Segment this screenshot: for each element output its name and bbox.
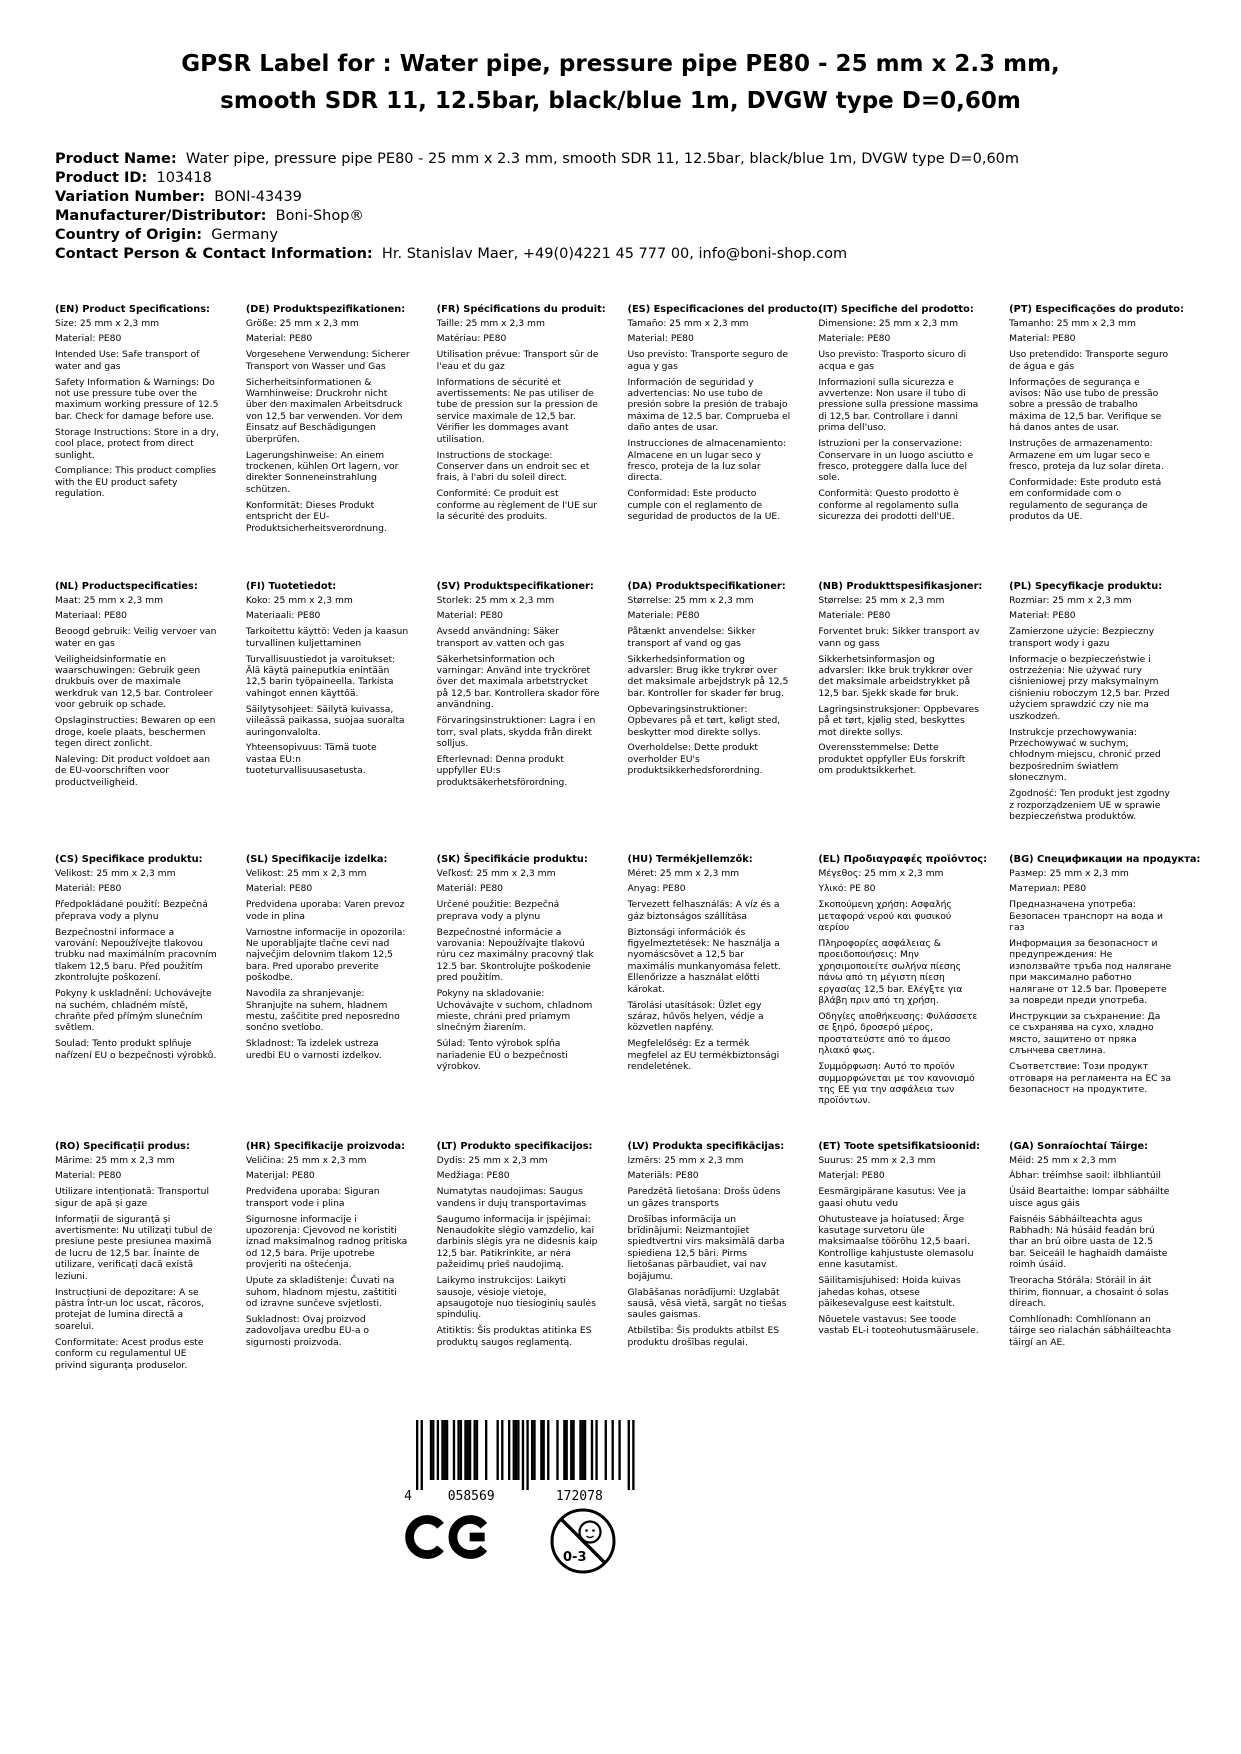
spec-paragraph: Uso pretendido: Transporte seguro de água e gás xyxy=(1009,349,1169,372)
lang-block-heading: (SK) Špecifikácie produktu: xyxy=(436,854,588,865)
barcode-bar xyxy=(460,1420,462,1480)
spec-paragraph: Izmērs: 25 mm x 2,3 mm xyxy=(627,1154,744,1166)
spec-paragraph: Koko: 25 mm x 2,3 mm xyxy=(245,594,353,606)
barcode-bar xyxy=(547,1420,549,1480)
spec-paragraph: Opslaginstructies: Bewaren op een droge, koele plaats, beschermen tegen direct zonlicht. xyxy=(55,715,216,749)
barcode-bar xyxy=(432,1420,434,1480)
spec-paragraph: Predviđena uporaba: Siguran transport vode i plina xyxy=(245,1186,380,1209)
lang-block-heading: (CS) Specifikace produktu: xyxy=(55,854,203,865)
spec-paragraph: Lagringsinstruksjoner: Oppbevares på et tørt, kjølig sted, beskyttes mot direkte sollys. xyxy=(818,703,979,738)
lang-block-en xyxy=(55,304,227,581)
spec-paragraph: Sicherheitsinformationen & Warnhinweise: Druckrohr nicht über den maximalen Arbeitsdruck von 12,5 bar verwenden. Vor dem Einsatz auf Beschädigungen überprüfen. xyxy=(245,376,403,445)
lang-block-es xyxy=(627,304,822,581)
product-info-label: Manufacturer/Distributor: xyxy=(55,208,267,224)
spec-paragraph: Konformität: Dieses Produkt entspricht der EU-Produktsicherheitsverordnung. xyxy=(245,499,387,534)
spec-paragraph: Material: PE80 xyxy=(436,610,504,622)
spec-paragraph: Anyag: PE80 xyxy=(627,883,686,895)
spec-paragraph: Drošības informācija un brīdinājumi: Neizmantojiet spiedtvertni virs maksimālā darba spiediena 12,5 bāri. Pirms lietošanas pārbaudiet, vai nav bojājumu. xyxy=(627,1213,785,1282)
barcode-bar xyxy=(570,1420,572,1480)
barcode-bar xyxy=(453,1420,455,1480)
product-info-value: Hr. Stanislav Maer, +49(0)4221 45 777 00, info@boni-shop.com xyxy=(372,246,848,262)
spec-paragraph: Zamierzone użycie: Bezpieczny transport wody i gazu xyxy=(1009,626,1155,649)
spec-paragraph: Soulad: Tento produkt splňuje nařízení EU o bezpečnosti výrobků. xyxy=(55,1038,217,1061)
spec-paragraph: Pokyny k uskladnění: Uchovávejte na suchém, chladném místě, chraňte před přímým slunečním světlem. xyxy=(55,988,212,1034)
spec-paragraph: Инструкции за съхранение: Да се съхранява на сухо, хладно място, защитено от пряка слънчева светлина. xyxy=(1009,1010,1161,1057)
lang-block-heading: (EL) Προδιαγραφές προϊόντος: xyxy=(818,854,988,865)
spec-paragraph: Πληροφορίες ασφάλειας & προειδοποιήσεις: Μην χρησιμοποιείτε σωλήνα πίεσης πάνω από τη μέγιστη πίεση εργασίας 12,5 bar. Ελέγξτε για βλάβη πριν από τη χρήση. xyxy=(818,938,963,1007)
spec-paragraph: Forventet bruk: Sikker transport av vann og gass xyxy=(818,626,980,649)
barcode-bar xyxy=(497,1420,499,1480)
barcode-bar xyxy=(513,1420,515,1480)
product-info-row xyxy=(55,150,1241,169)
lang-block-sv xyxy=(437,581,609,854)
spec-paragraph: Sigurnosne informacije i upozorenja: Cjevovod ne koristiti iznad maksimalnog radnog pritiska od 12,5 bara. Prije upotrebe provjeriti na oštećenja. xyxy=(245,1213,408,1271)
spec-paragraph: Medžiaga: PE80 xyxy=(436,1170,510,1182)
spec-paragraph: Materiál: PE80 xyxy=(436,883,504,895)
lang-block-heading: (NB) Produkttspesifikasjoner: xyxy=(818,581,983,592)
spec-paragraph: Efterlevnad: Denna produkt uppfyller EU:s produktsäkerhetsförordning. xyxy=(436,753,568,788)
spec-paragraph: Navodila za shranjevanje: Shranjujte na suhem, hladnem mestu, zaščitite pred neposredno sončno svetlobo. xyxy=(245,988,400,1034)
spec-paragraph: Laikymo instrukcijos: Laikyti sausoje, vėsioje vietoje, apsaugotoje nuo tiesioginių saulės spindulių. xyxy=(436,1275,596,1321)
lang-block-heading: (GA) Sonraíochtaí Táirge: xyxy=(1009,1141,1149,1152)
spec-paragraph: Materiaal: PE80 xyxy=(55,610,128,622)
lang-block-el xyxy=(818,854,990,1141)
spec-paragraph: Material: PE80 xyxy=(627,333,694,345)
spec-paragraph: Storlek: 25 mm x 2,3 mm xyxy=(436,594,555,606)
barcode-bar xyxy=(582,1420,584,1480)
spec-paragraph: Comhlíonadh: Comhlíonann an táirge seo rialachán sábháilteachta táirgí an AE. xyxy=(1009,1313,1172,1348)
barcode-bar xyxy=(526,1420,528,1490)
lang-block-heading: (RO) Specificații produs: xyxy=(55,1141,190,1152)
spec-paragraph: Velikost: 25 mm x 2,3 mm xyxy=(55,867,176,879)
spec-paragraph: Informacje o bezpieczeństwie i ostrzeżenia: Nie używać rury ciśnieniowej przy maksymalnym ciśnieniu roboczym 12,5 bar. Przed użyciem sprawdzić czy nie ma uszkodzeń. xyxy=(1009,653,1170,722)
lang-block-bg xyxy=(1009,854,1201,1141)
spec-paragraph: Ábhar: tréimhse saoil: ilbhliantúil xyxy=(1009,1170,1161,1182)
spec-paragraph: Dimensione: 25 mm x 2,3 mm xyxy=(818,317,959,329)
spec-paragraph: Istruzioni per la conservazione: Conservare in un luogo asciutto e fresco, proteggere dalla luce del sole. xyxy=(818,438,974,484)
spec-paragraph: Σκοπούμενη χρήση: Ασφαλής μεταφορά νερού και φυσικού αερίου xyxy=(818,899,952,934)
lang-block-heading: (LV) Produkta specifikācijas: xyxy=(627,1141,785,1152)
barcode-digits: 172078 xyxy=(555,1489,603,1504)
spec-paragraph: Instruções de armazenamento: Armazene em um lugar seco e fresco, proteja da luz solar direta. xyxy=(1009,438,1164,472)
lang-block-it xyxy=(818,304,990,581)
lang-block-heading: (NL) Productspecificaties: xyxy=(55,581,198,592)
spec-paragraph: Säilytysohjeet: Säilytä kuivassa, viileässä paikassa, suojaa suoralta auringonvalolta. xyxy=(245,703,405,738)
lang-block-heading: (PL) Specyfikacje produktu: xyxy=(1009,581,1163,592)
spec-paragraph: Méid: 25 mm x 2,3 mm xyxy=(1009,1154,1117,1166)
spec-paragraph: Предназначена употреба: Безопасен транспорт на вода и газ xyxy=(1009,899,1163,934)
barcode-digits: 4 xyxy=(404,1489,412,1504)
spec-paragraph: Μέγεθος: 25 mm x 2,3 mm xyxy=(818,867,944,879)
spec-paragraph: Materiał: PE80 xyxy=(1009,610,1076,622)
spec-paragraph: Material: PE80 xyxy=(245,883,313,895)
spec-paragraph: Размер: 25 mm x 2,3 mm xyxy=(1009,867,1129,879)
spec-paragraph: Utilisation prévue: Transport sûr de l'eau et du gaz xyxy=(436,349,599,372)
barcode-bar xyxy=(579,1420,581,1480)
barcode-bar xyxy=(421,1420,423,1490)
spec-paragraph: Predvidena uporaba: Varen prevoz vode in plina xyxy=(245,899,405,922)
lang-block-heading: (FR) Spécifications du produit: xyxy=(436,304,606,315)
spec-paragraph: Materjal: PE80 xyxy=(818,1170,885,1182)
lang-block-da xyxy=(627,581,799,854)
spec-paragraph: Mărime: 25 mm x 2,3 mm xyxy=(55,1154,175,1166)
spec-paragraph: Påtænkt anvendelse: Sikker transport af vand og gas xyxy=(627,626,756,649)
lang-block-ro xyxy=(55,1141,227,1375)
spec-paragraph: Tarkoitettu käyttö: Veden ja kaasun turvallinen kuljettaminen xyxy=(245,626,409,649)
barcode-bar xyxy=(517,1420,519,1480)
spec-paragraph: Bezpečnostné informácie a varovania: Nepoužívajte tlakovú rúru cez maximálny pracovný tlak 12.5 bar. Skontrolujte poškodenie pred použitím. xyxy=(436,926,594,984)
barcode-bar xyxy=(464,1420,466,1480)
barcode-bar xyxy=(467,1420,469,1480)
spec-paragraph: Glabāšanas norādījumi: Uzglabāt sausā, vēsā vietā, sargāt no tiešas saules gaismas. xyxy=(627,1286,787,1321)
lang-block-hr xyxy=(246,1141,418,1375)
spec-paragraph: Utilizare intenționată: Transportul sigur de apă și gaze xyxy=(55,1186,210,1209)
spec-paragraph: Veľkosť: 25 mm x 2,3 mm xyxy=(436,867,556,879)
barcode-bar xyxy=(441,1420,443,1480)
spec-paragraph: Conformidad: Este producto cumple con el reglamento de seguridad de productos de la UE. xyxy=(627,488,781,523)
spec-paragraph: Dydis: 25 mm x 2,3 mm xyxy=(436,1154,548,1166)
lang-block-pt xyxy=(1009,304,1184,581)
lang-block-et xyxy=(818,1141,990,1375)
product-info-label: Contact Person & Contact Information: xyxy=(55,246,373,262)
spec-paragraph: Informations de sécurité et avertissements: Ne pas utiliser de tube de pression sur la pression de service maximale de 12,5 bar. Vérifier les dommages avant utilisation. xyxy=(436,376,598,445)
spec-paragraph: Veiligheidsinformatie en waarschuwingen: Gebruik geen drukbuis over de maximale werkdruk van 12,5 bar. Controleer voor gebruik op schade. xyxy=(55,653,213,711)
barcode-bar xyxy=(457,1420,459,1480)
barcode-bar xyxy=(485,1420,487,1480)
spec-paragraph: Rozmiar: 25 mm x 2,3 mm xyxy=(1009,594,1132,606)
barcode-digits: 058569 xyxy=(447,1489,495,1504)
product-info-row xyxy=(55,245,1241,264)
barcode-bar xyxy=(474,1420,476,1480)
lang-block-heading: (HU) Termékjellemzők: xyxy=(627,854,753,865)
spec-paragraph: Biztonsági információk és figyelmeztetések: Ne használja a nyomáscsövet a 12,5 bar maximális munkanyomása felett. Ellenőrizze a használat előtti károkat. xyxy=(627,926,781,995)
barcode-bar xyxy=(533,1420,535,1480)
spec-paragraph: Méret: 25 mm x 2,3 mm xyxy=(627,867,740,879)
barcode-bar xyxy=(591,1420,593,1480)
lang-block-lt xyxy=(437,1141,609,1375)
lang-block-heading: (DA) Produktspecifikationer: xyxy=(627,581,786,592)
lang-block-nb xyxy=(818,581,990,854)
lang-block-heading: (ET) Toote spetsifikatsioonid: xyxy=(818,1141,980,1152)
lang-block-fi xyxy=(246,581,418,854)
lang-block-hu xyxy=(627,854,799,1141)
spec-paragraph: Beoogd gebruik: Veilig vervoer van water en gas xyxy=(55,626,217,649)
barcode-bar xyxy=(605,1420,607,1480)
barcode-bar xyxy=(508,1420,510,1480)
spec-paragraph: Megfelelőség: Ez a termék megfelel az EU termékbiztonsági rendeletének. xyxy=(627,1038,780,1073)
spec-paragraph: Vorgesehene Verwendung: Sicherer Transport von Wasser und Gas xyxy=(245,349,410,372)
lang-block-fr xyxy=(437,304,609,581)
baby-mouth xyxy=(587,1536,594,1538)
spec-paragraph: Upute za skladištenje: Čuvati na suhom, hladnom mjestu, zaštititi od izravne sunčeve svjetlosti. xyxy=(245,1275,397,1309)
barcode-bar xyxy=(612,1420,614,1480)
spec-paragraph: Størrelse: 25 mm x 2,3 mm xyxy=(818,594,945,606)
spec-paragraph: Materiaali: PE80 xyxy=(245,610,321,622)
spec-paragraph: Suurus: 25 mm x 2,3 mm xyxy=(818,1154,936,1166)
baby-eye-left xyxy=(585,1529,588,1532)
lang-block-heading: (ES) Especificaciones del producto: xyxy=(627,304,822,315)
ce-letter-c xyxy=(410,1520,441,1555)
title-line-1: GPSR Label for : Water pipe, pressure pipe PE80 - 25 mm x 2.3 mm, xyxy=(181,51,1060,77)
spec-paragraph: Material: PE80 xyxy=(55,333,122,345)
barcode-bar xyxy=(572,1420,574,1480)
spec-paragraph: Skladnost: Ta izdelek ustreza uredbi EU o varnosti izdelkov. xyxy=(245,1038,382,1061)
spec-paragraph: Zgodność: Ten produkt jest zgodny z rozporządzeniem UE w sprawie bezpieczeństwa produktów. xyxy=(1009,788,1170,822)
spec-paragraph: Sukladnost: Ovaj proizvod zadovoljava uredbu EU-a o sigurnosti proizvoda. xyxy=(245,1313,369,1348)
spec-paragraph: Intended Use: Safe transport of water and gas xyxy=(55,349,200,372)
lang-block-lv xyxy=(627,1141,799,1375)
spec-paragraph: Matériau: PE80 xyxy=(436,333,507,345)
spec-paragraph: Atitiktis: Šis produktas atitinka ES produktų saugos reglamentą. xyxy=(436,1325,592,1348)
spec-paragraph: Eesmärgipärane kasutus: Vee ja gaasi ohutu vedu xyxy=(818,1186,967,1209)
lang-block-heading: (EN) Product Specifications: xyxy=(55,304,210,315)
product-info-row xyxy=(55,226,1241,245)
spec-paragraph: Compliance: This product complies with the EU product safety regulation. xyxy=(55,465,217,500)
barcode-bar xyxy=(430,1420,432,1480)
spec-paragraph: Συμμόρφωση: Αυτό το προϊόν συμμορφώνεται με τον κανονισμό της ΕΕ για την ασφάλεια των προϊόντων. xyxy=(818,1061,975,1107)
spec-paragraph: Instrucciones de almacenamiento: Almacene en un lugar seco y fresco, proteja de la luz solar directa. xyxy=(627,438,787,484)
spec-paragraph: Taille: 25 mm x 2,3 mm xyxy=(436,317,545,329)
barcode-bar xyxy=(632,1420,634,1490)
ce-mark-icon xyxy=(402,1512,494,1562)
lang-block-pl xyxy=(1009,581,1181,854)
spec-paragraph: Материал: PE80 xyxy=(1009,883,1087,895)
spec-paragraph: Materiāls: PE80 xyxy=(627,1170,699,1182)
lang-block-heading: (IT) Specifiche del prodotto: xyxy=(818,304,974,315)
spec-paragraph: Conformidade: Este produto está em conformidade com o regulamento de segurança de produtos da UE. xyxy=(1009,476,1162,523)
age-range-label: 0-3 xyxy=(563,1550,587,1565)
lang-block-nl xyxy=(55,581,227,854)
barcode-bar xyxy=(515,1420,517,1480)
spec-paragraph: Bezpečnostní informace a varování: Nepoužívejte tlakovou trubku nad maximálním pracovním tlakem 12,5 baru. Před použitím zkontrolujte poškození. xyxy=(55,926,217,984)
spec-paragraph: Nõuetele vastavus: See toode vastab EL-i tooteohutusmäärusele. xyxy=(818,1313,979,1337)
spec-paragraph: Instrukcje przechowywania: Przechowywać w suchym, chłodnym miejscu, chronić przed bezpośrednim światłem słonecznym. xyxy=(1009,726,1161,784)
spec-paragraph: Información de seguridad y advertencias: No use tubo de presión sobre la presión de trabajo máxima de 12.5 bar. Comprueba el daño antes de usar. xyxy=(627,376,791,434)
spec-paragraph: Tervezett felhasználás: A víz és a gáz biztonságos szállítása xyxy=(627,899,780,922)
spec-paragraph: Υλικό: PE 80 xyxy=(818,883,876,895)
spec-paragraph: Tárolási utasítások: Üzlet egy száraz, hűvös helyen, védje a közvetlen napfény. xyxy=(627,999,764,1034)
spec-paragraph: Størrelse: 25 mm x 2,3 mm xyxy=(627,594,754,606)
spec-paragraph: Velikost: 25 mm x 2,3 mm xyxy=(245,867,367,879)
spec-paragraph: Sikkerhedsinformation og advarsler: Brug ikke trykrør over det maksimale arbejdstryk på 12,5 bar. Kontroller for skader før brug. xyxy=(627,653,789,699)
spec-paragraph: Treoracha Stórála: Stóráil in áit thirim, fionnuar, a chosaint ó solas díreach. xyxy=(1009,1275,1169,1309)
barcode-bar xyxy=(522,1420,524,1490)
barcode-bar xyxy=(501,1420,503,1480)
barcode-bar xyxy=(563,1420,565,1480)
spec-paragraph: Säkerhetsinformation och varningar: Använd inte tryckröret över det maximala arbetstrycket på 12,5 bar. Kontrollera skador före användning. xyxy=(436,653,600,711)
spec-paragraph: Conformità: Questo prodotto è conforme al regolamento sulla sicurezza dei prodotti dell'UE. xyxy=(818,488,959,523)
spec-paragraph: Numatytas naudojimas: Saugus vandens ir dujų transportavimas xyxy=(436,1186,587,1209)
product-info-value: Germany xyxy=(202,227,278,243)
product-info-label: Variation Number: xyxy=(55,189,206,205)
barcode-bar xyxy=(476,1420,478,1480)
spec-paragraph: Conformitate: Acest produs este conform cu regulamentul UE privind siguranța produselor. xyxy=(55,1336,204,1371)
spec-paragraph: Förvaringsinstruktioner: Lagra i en torr, sval plats, skydda från direkt solljus. xyxy=(436,715,596,749)
barcode-bar xyxy=(469,1420,471,1480)
age-warning-0-3-icon xyxy=(548,1506,618,1576)
spec-paragraph: Materiale: PE80 xyxy=(818,333,891,345)
spec-paragraph: Materiale: PE80 xyxy=(627,610,700,622)
spec-paragraph: Instrucțiuni de depozitare: A se păstra într-un loc uscat, răcoros, protejat de lumina directă a soarelui. xyxy=(55,1286,205,1332)
barcode-bar xyxy=(566,1420,568,1480)
ean13-barcode xyxy=(382,1418,642,1504)
page-title xyxy=(0,46,1241,120)
spec-paragraph: Instructions de stockage: Conserver dans un endroit sec et frais, à l'abri du soleil direct. xyxy=(436,449,590,484)
barcode-bar xyxy=(446,1420,448,1480)
lang-block-sl xyxy=(246,854,418,1141)
product-info-row xyxy=(55,188,1241,207)
lang-block-heading: (DE) Produktspezifikationen: xyxy=(245,304,406,315)
spec-paragraph: Súlad: Tento výrobok spĺňa nariadenie EÚ o bezpečnosti výrobkov. xyxy=(436,1038,568,1073)
spec-paragraph: Turvallisuustiedot ja varoitukset: Älä käytä paineputkia enintään 12,5 barin työpaineella. Tarkista vahingot ennen käyttöä. xyxy=(245,653,396,699)
spec-paragraph: Οδηγίες αποθήκευσης: Φυλάσσετε σε ξηρό, δροσερό μέρος, προστατεύστε από το άμεσο ηλιακό φως. xyxy=(818,1010,978,1057)
spec-paragraph: Tamanho: 25 mm x 2,3 mm xyxy=(1009,317,1136,329)
spec-paragraph: Ohutusteave ja hoiatused: Ärge kasutage survetoru üle maksimaalse töörõhu 12,5 baari. Kontrollige kahjustuste olemasolu enne kasutamist. xyxy=(818,1213,974,1271)
lang-block-heading: (SL) Specifikacije izdelka: xyxy=(245,854,388,865)
spec-paragraph: Overensstemmelse: Dette produktet oppfyller EUs forskrift om produktsikkerhet. xyxy=(818,742,966,777)
lang-block-heading: (HR) Specifikacije proizvoda: xyxy=(245,1141,406,1152)
product-info-section xyxy=(55,150,1241,264)
spec-paragraph: Sikkerhetsinformasjon og advarsler: Ikke bruk trykkrør over det maksimale arbeidstrykket på 12,5 bar. Sjekk skade før bruk. xyxy=(818,653,973,699)
lang-block-heading: (SV) Produktspecifikationer: xyxy=(436,581,594,592)
spec-paragraph: Opbevaringsinstruktioner: Opbevares på et tørt, køligt sted, beskytter mod direkte sollys. xyxy=(627,703,781,738)
spec-paragraph: Úsáid Beartaithe: Iompar sábháilte uisce agus gáis xyxy=(1009,1186,1170,1209)
lang-block-heading: (BG) Спецификации на продукта: xyxy=(1009,854,1201,865)
barcode-bar xyxy=(595,1420,597,1480)
spec-paragraph: Uso previsto: Transporte seguro de agua y gas xyxy=(627,349,788,372)
spec-paragraph: Paredzētā lietošana: Drošs ūdens un gāzes transports xyxy=(627,1186,781,1209)
spec-paragraph: Saugumo informacija ir įspėjimai: Nenaudokite slėgio vamzdelio, kai darbinis slėgis yra ne didesnis kaip 12,5 bar. Patikrinkite, ar nėra pažeidimų prieš naudojimą. xyxy=(436,1213,598,1271)
barcode-bar xyxy=(444,1420,446,1480)
spec-paragraph: Größe: 25 mm x 2,3 mm xyxy=(245,317,359,329)
spec-paragraph: Předpokládané použití: Bezpečná přeprava vody a plynu xyxy=(55,899,208,922)
spec-paragraph: Информация за безопасност и предупреждения: Не използвайте тръба под налягане при максимално работно налягане от 12.5 bar. Проверете за повреди преди употреба. xyxy=(1009,938,1172,1007)
spec-paragraph: Yhteensopivuus: Tämä tuote vastaa EU:n tuoteturvallisuusasetusta. xyxy=(245,742,377,777)
spec-paragraph: Informații de siguranță și avertismente: Nu utilizați tubul de presiune peste presiunea maximă de lucru de 12,5 bar. Înainte de utilizare, verificați dacă există leziuni. xyxy=(55,1213,213,1282)
spec-paragraph: Veličina: 25 mm x 2,3 mm xyxy=(245,1154,367,1166)
spec-paragraph: Съответствие: Този продукт отговаря на регламента на ЕС за безопасност на продуктите. xyxy=(1009,1061,1171,1095)
spec-paragraph: Pokyny na skladovanie: Uchovávajte v suchom, chladnom mieste, chráni pred priamym slnečným žiarením. xyxy=(436,988,593,1034)
barcode-bar xyxy=(540,1420,542,1480)
spec-paragraph: Faisnéis Sábháilteachta agus Rabhadh: Ná húsáid feadán brú thar an brú oibre uasta de 12.5 bar. Seiceáil le haghaidh damáiste roimh úsáid. xyxy=(1009,1213,1168,1271)
spec-paragraph: Atbilstība: Šis produkts atbilst ES produktu drošības regulai. xyxy=(627,1325,780,1348)
spec-paragraph: Naleving: Dit product voldoet aan de EU-voorschriften voor productveiligheid. xyxy=(55,753,211,788)
spec-paragraph: Uso previsto: Trasporto sicuro di acqua e gas xyxy=(818,349,966,372)
product-info-value: BONI-43439 xyxy=(205,189,302,205)
spec-paragraph: Určené použitie: Bezpečná preprava vody a plynu xyxy=(436,899,560,922)
product-info-label: Product ID: xyxy=(55,170,148,186)
spec-paragraph: Safety Information & Warnings: Do not use pressure tube over the maximum working pressure of 12.5 bar. Check for damage before use. xyxy=(55,376,219,422)
barcode-bar xyxy=(584,1420,586,1480)
product-info-label: Country of Origin: xyxy=(55,227,203,243)
lang-block-heading: (FI) Tuotetiedot: xyxy=(245,581,337,592)
spec-paragraph: Conformité: Ce produit est conforme au règlement de l'UE sur la sécurité des produits. xyxy=(436,488,598,523)
product-info-value: Water pipe, pressure pipe PE80 - 25 mm x 2.3 mm, smooth SDR 11, 12.5bar, black/blue 1m, DVGW type D=0,60m xyxy=(176,151,1020,167)
spec-paragraph: Tamaño: 25 mm x 2,3 mm xyxy=(627,317,749,329)
barcode-bar xyxy=(556,1420,558,1480)
spec-paragraph: Maat: 25 mm x 2,3 mm xyxy=(55,594,164,606)
spec-paragraph: Informações de segurança e avisos: Não use tubo de pressão sobre a pressão de trabalho máxima de 12,5 bar. Verifique se há danos antes de usar. xyxy=(1009,376,1162,434)
barcode-bar xyxy=(543,1420,545,1480)
product-info-row xyxy=(55,207,1241,226)
lang-block-de xyxy=(246,304,418,581)
baby-eye-right xyxy=(592,1529,595,1532)
spec-paragraph: Säilitamisjuhised: Hoida kuivas jahedas kohas, otsese päikesevalguse eest kaitstult. xyxy=(818,1275,961,1309)
product-info-value: 103418 xyxy=(147,170,212,186)
spec-paragraph: Overholdelse: Dette produkt overholder EU's produktsikkerhedsforordning. xyxy=(627,742,763,777)
barcode-bar xyxy=(618,1420,620,1480)
spec-paragraph: Avsedd användning: Säker transport av vatten och gas xyxy=(436,626,565,649)
barcode-bar xyxy=(628,1420,630,1490)
lang-block-ga xyxy=(1009,1141,1181,1375)
lang-block-heading: (LT) Produkto specifikacijos: xyxy=(436,1141,593,1152)
barcode-bar xyxy=(531,1420,533,1480)
spec-paragraph: Storage Instructions: Store in a dry, cool place, protect from direct sunlight. xyxy=(55,426,219,461)
spec-paragraph: Materiale: PE80 xyxy=(818,610,891,622)
barcode-bar xyxy=(416,1420,418,1490)
product-info-row xyxy=(55,169,1241,188)
product-info-value: Boni-Shop® xyxy=(266,208,364,224)
spec-paragraph: Materiál: PE80 xyxy=(55,883,122,895)
lang-block-sk xyxy=(437,854,609,1141)
spec-paragraph: Material: PE80 xyxy=(55,1170,122,1182)
product-info-label: Product Name: xyxy=(55,151,177,167)
spec-paragraph: Informazioni sulla sicurezza e avvertenze: Non usare il tubo di pressione sulla pressione massima di 12,5 bar. Controllare i danni prima dell'uso. xyxy=(818,376,979,434)
lang-block-cs xyxy=(55,854,227,1141)
spec-paragraph: Materijal: PE80 xyxy=(245,1170,315,1182)
spec-paragraph: Varnostne informacije in opozorila: Ne uporabljajte tlačne cevi nad največjim delovnim tlakom 12,5 bara. Pred uporabo preverite poškodbe. xyxy=(245,926,406,984)
spec-paragraph: Material: PE80 xyxy=(245,333,313,345)
title-line-2: smooth SDR 11, 12.5bar, black/blue 1m, DVGW type D=0,60m xyxy=(220,88,1021,114)
spec-paragraph: Lagerungshinweise: An einem trockenen, kühlen Ort lagern, vor direkter Sonneneinstrahlung schützen. xyxy=(245,449,399,495)
spec-paragraph: Material: PE80 xyxy=(1009,333,1076,345)
language-spec-grid xyxy=(55,304,1201,1375)
barcode-bar xyxy=(437,1420,439,1480)
spec-paragraph: Size: 25 mm x 2,3 mm xyxy=(55,317,160,329)
lang-block-heading: (PT) Especificações do produto: xyxy=(1009,304,1184,315)
